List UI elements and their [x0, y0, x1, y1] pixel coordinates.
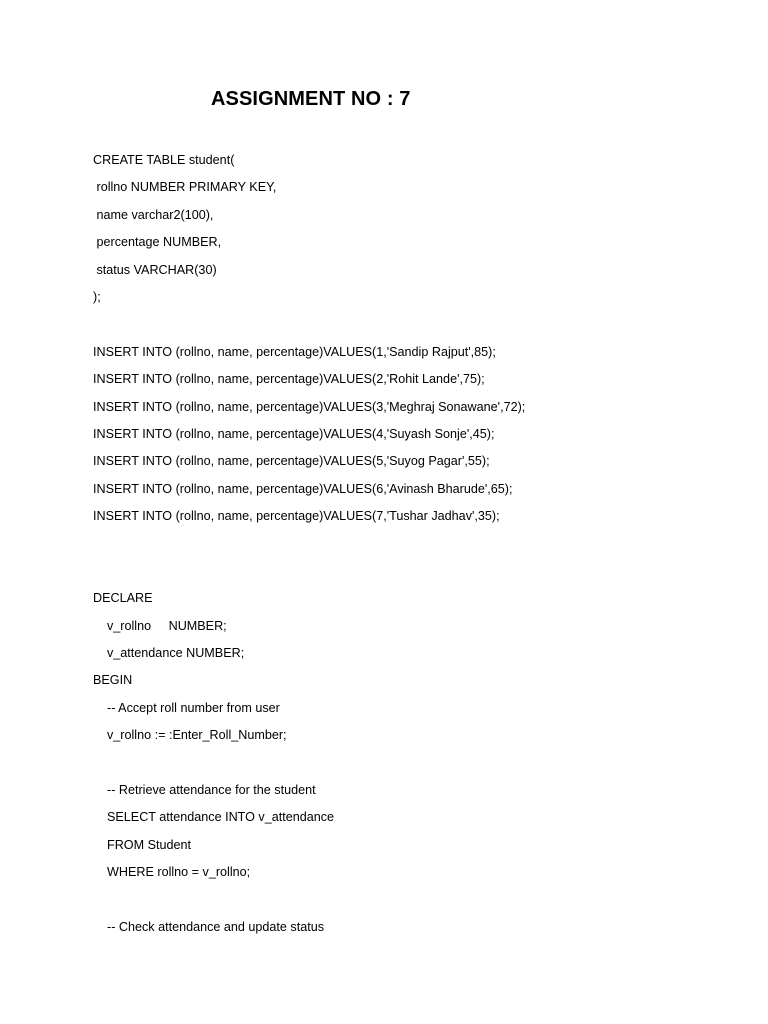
code-line: -- Check attendance and update status: [93, 919, 325, 934]
code-line: name varchar2(100),: [93, 207, 214, 222]
code-line: -- Accept roll number from user: [93, 700, 280, 715]
code-line: SELECT attendance INTO v_attendance: [93, 810, 335, 825]
code-line: INSERT INTO (rollno, name, percentage)VALUES(5,'Suyog Pagar',55);: [93, 454, 490, 469]
code-line: CREATE TABLE student(: [93, 153, 235, 167]
code-line: INSERT INTO (rollno, name, percentage)VALUES(7,'Tushar Jadhav',35);: [93, 509, 500, 524]
code-line: INSERT INTO (rollno, name, percentage)VALUES(4,'Suyash Sonje',45);: [93, 426, 495, 441]
code-line: [93, 753, 525, 780]
document-title: ASSIGNMENT NO : 7: [211, 88, 411, 110]
code-line: WHERE rollno = v_rollno;: [93, 865, 251, 880]
code-line: INSERT INTO (rollno, name, percentage)VALUES(3,'Meghraj Sonawane',72);: [93, 399, 526, 414]
code-line: INSERT INTO (rollno, name, percentage)VALUES(6,'Avinash Bharude',65);: [93, 481, 513, 496]
code-line: BEGIN: [93, 673, 133, 688]
code-line: DECLARE: [93, 591, 153, 606]
code-line: );: [93, 289, 101, 304]
code-line: percentage NUMBER,: [93, 235, 222, 250]
code-line: [93, 561, 525, 588]
code-line: [93, 533, 525, 560]
code-line: [93, 890, 525, 917]
code-line: -- Retrieve attendance for the student: [93, 782, 316, 797]
code-line: INSERT INTO (rollno, name, percentage)VALUES(1,'Sandip Rajput',85);: [93, 344, 496, 359]
code-line: status VARCHAR(30): [93, 262, 217, 277]
code-listing: [93, 150, 525, 944]
code-line: v_attendance NUMBER;: [93, 646, 245, 661]
code-line: v_rollno NUMBER;: [93, 618, 227, 633]
code-line: INSERT INTO (rollno, name, percentage)VALUES(2,'Rohit Lande',75);: [93, 372, 485, 387]
code-line: rollno NUMBER PRIMARY KEY,: [93, 180, 277, 195]
code-line: v_rollno := :Enter_Roll_Number;: [93, 728, 287, 743]
code-line: [93, 314, 525, 341]
code-line: FROM Student: [93, 837, 191, 852]
